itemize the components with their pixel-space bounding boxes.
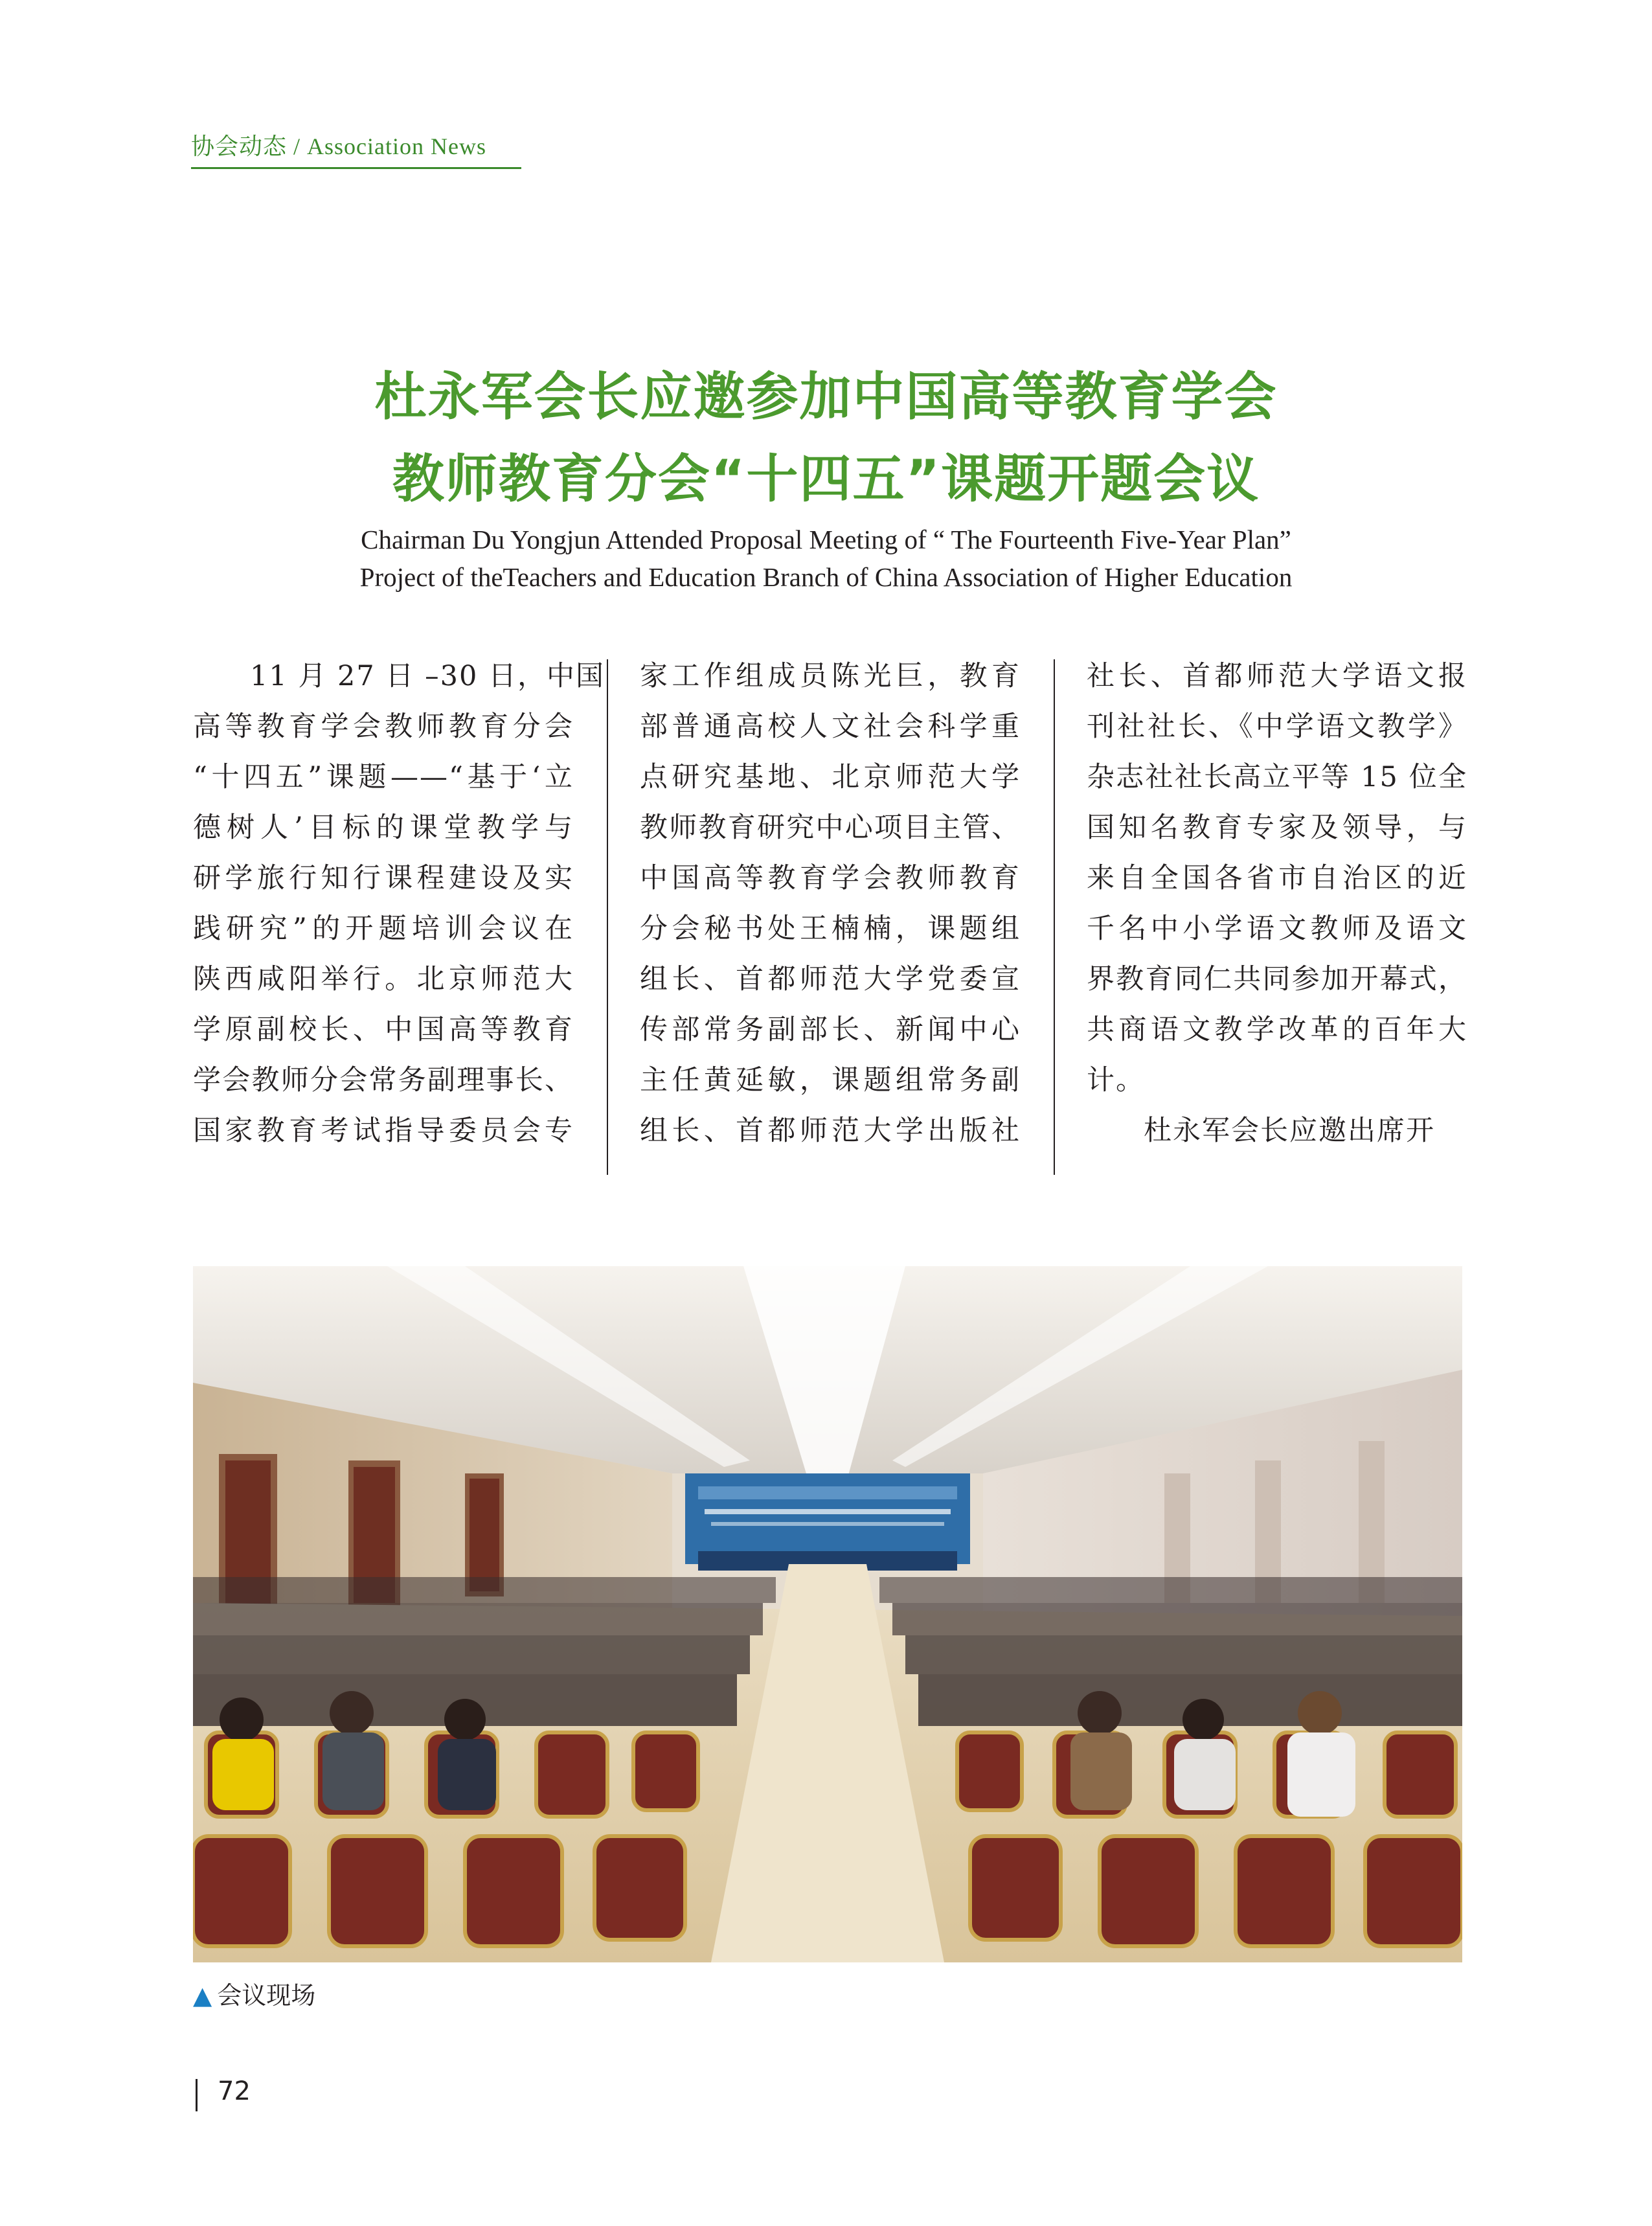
article-title-line-1: 杜永军会长应邀参加中国高等教育学会 xyxy=(374,367,1278,427)
body-line: 国知名教育专家及领导，与 xyxy=(1087,812,1467,844)
body-line: 来自全国各省市自治区的近 xyxy=(1087,862,1467,894)
body-line: 部普通高校人文社会科学重 xyxy=(640,710,1021,743)
body-line: 践研究”的开题培训会议在 xyxy=(193,913,574,945)
english-subtitle-line-1: Chairman Du Yongjun Attended Proposal Meeting of “ The Fourteenth Five-Year Plan” xyxy=(361,525,1291,554)
body-line: 德树人’目标的课堂教学与 xyxy=(193,812,574,844)
body-line: 家工作组成员陈光巨，教育 xyxy=(640,660,1021,692)
body-line: 教师教育研究中心项目主管、 xyxy=(640,812,1021,844)
photo-caption xyxy=(193,1975,315,2011)
body-line: 千名中小学语文教师及语文 xyxy=(1087,913,1467,945)
section-header xyxy=(191,128,486,161)
body-line: 国家教育考试指导委员会专 xyxy=(193,1115,574,1147)
body-line: 杜永军会长应邀出席开 xyxy=(1144,1115,1435,1147)
body-column-1 xyxy=(193,651,605,1156)
body-line: 组长、首都师范大学出版社 xyxy=(640,1115,1021,1147)
body-line: 社长、首都师范大学语文报 xyxy=(1087,660,1467,692)
body-line: 计。 xyxy=(1087,1064,1145,1096)
body-column-3 xyxy=(1087,651,1467,1156)
body-line: 主任黄延敏，课题组常务副 xyxy=(640,1064,1021,1096)
body-line: 共商语文教学改革的百年大 xyxy=(1087,1014,1467,1046)
page-number: 72 xyxy=(218,2076,251,2106)
triangle-up-icon: ▲ xyxy=(193,1981,212,2010)
body-line: 中国高等教育学会教师教育 xyxy=(640,862,1021,894)
body-line: 11 月 27 日 –30 日，中国 xyxy=(250,660,605,692)
article-title-line-2: 教师教育分会“十四五”课题开题会议 xyxy=(392,449,1260,509)
header-underline xyxy=(191,167,521,169)
body-line: 学原副校长、中国高等教育 xyxy=(193,1014,574,1046)
body-line: 点研究基地、北京师范大学 xyxy=(640,761,1021,793)
body-line: 组长、首都师范大学党委宣 xyxy=(640,963,1021,995)
body-line: 刊社社长、《中学语文教学》 xyxy=(1087,710,1467,743)
body-line: 研学旅行知行课程建设及实 xyxy=(193,862,574,894)
body-line: 高等教育学会教师教育分会 xyxy=(193,710,574,743)
column-divider-2 xyxy=(1054,659,1055,1175)
conference-hall-photo xyxy=(193,1266,1462,1962)
body-line: 传部常务副部长、新闻中心 xyxy=(640,1014,1021,1046)
body-line: “十四五”课题——“基于‘立 xyxy=(193,761,574,793)
body-line: 学会教师分会常务副理事长、 xyxy=(193,1064,574,1096)
photo-caption-text: 会议现场 xyxy=(217,1981,316,2010)
body-line: 界教育同仁共同参加开幕式， xyxy=(1087,963,1467,995)
body-line: 杂志社社长高立平等 15 位全 xyxy=(1087,761,1467,793)
english-subtitle-line-2: Project of theTeachers and Education Branch of China Association of Higher Education xyxy=(359,562,1293,592)
section-label: 协会动态 / Association News xyxy=(191,133,486,159)
body-line: 陕西咸阳举行。北京师范大 xyxy=(193,963,574,995)
body-column-2 xyxy=(640,651,1021,1156)
column-divider-1 xyxy=(607,659,608,1175)
body-line: 分会秘书处王楠楠，课题组 xyxy=(640,913,1021,945)
page-number-rule xyxy=(196,2079,198,2111)
